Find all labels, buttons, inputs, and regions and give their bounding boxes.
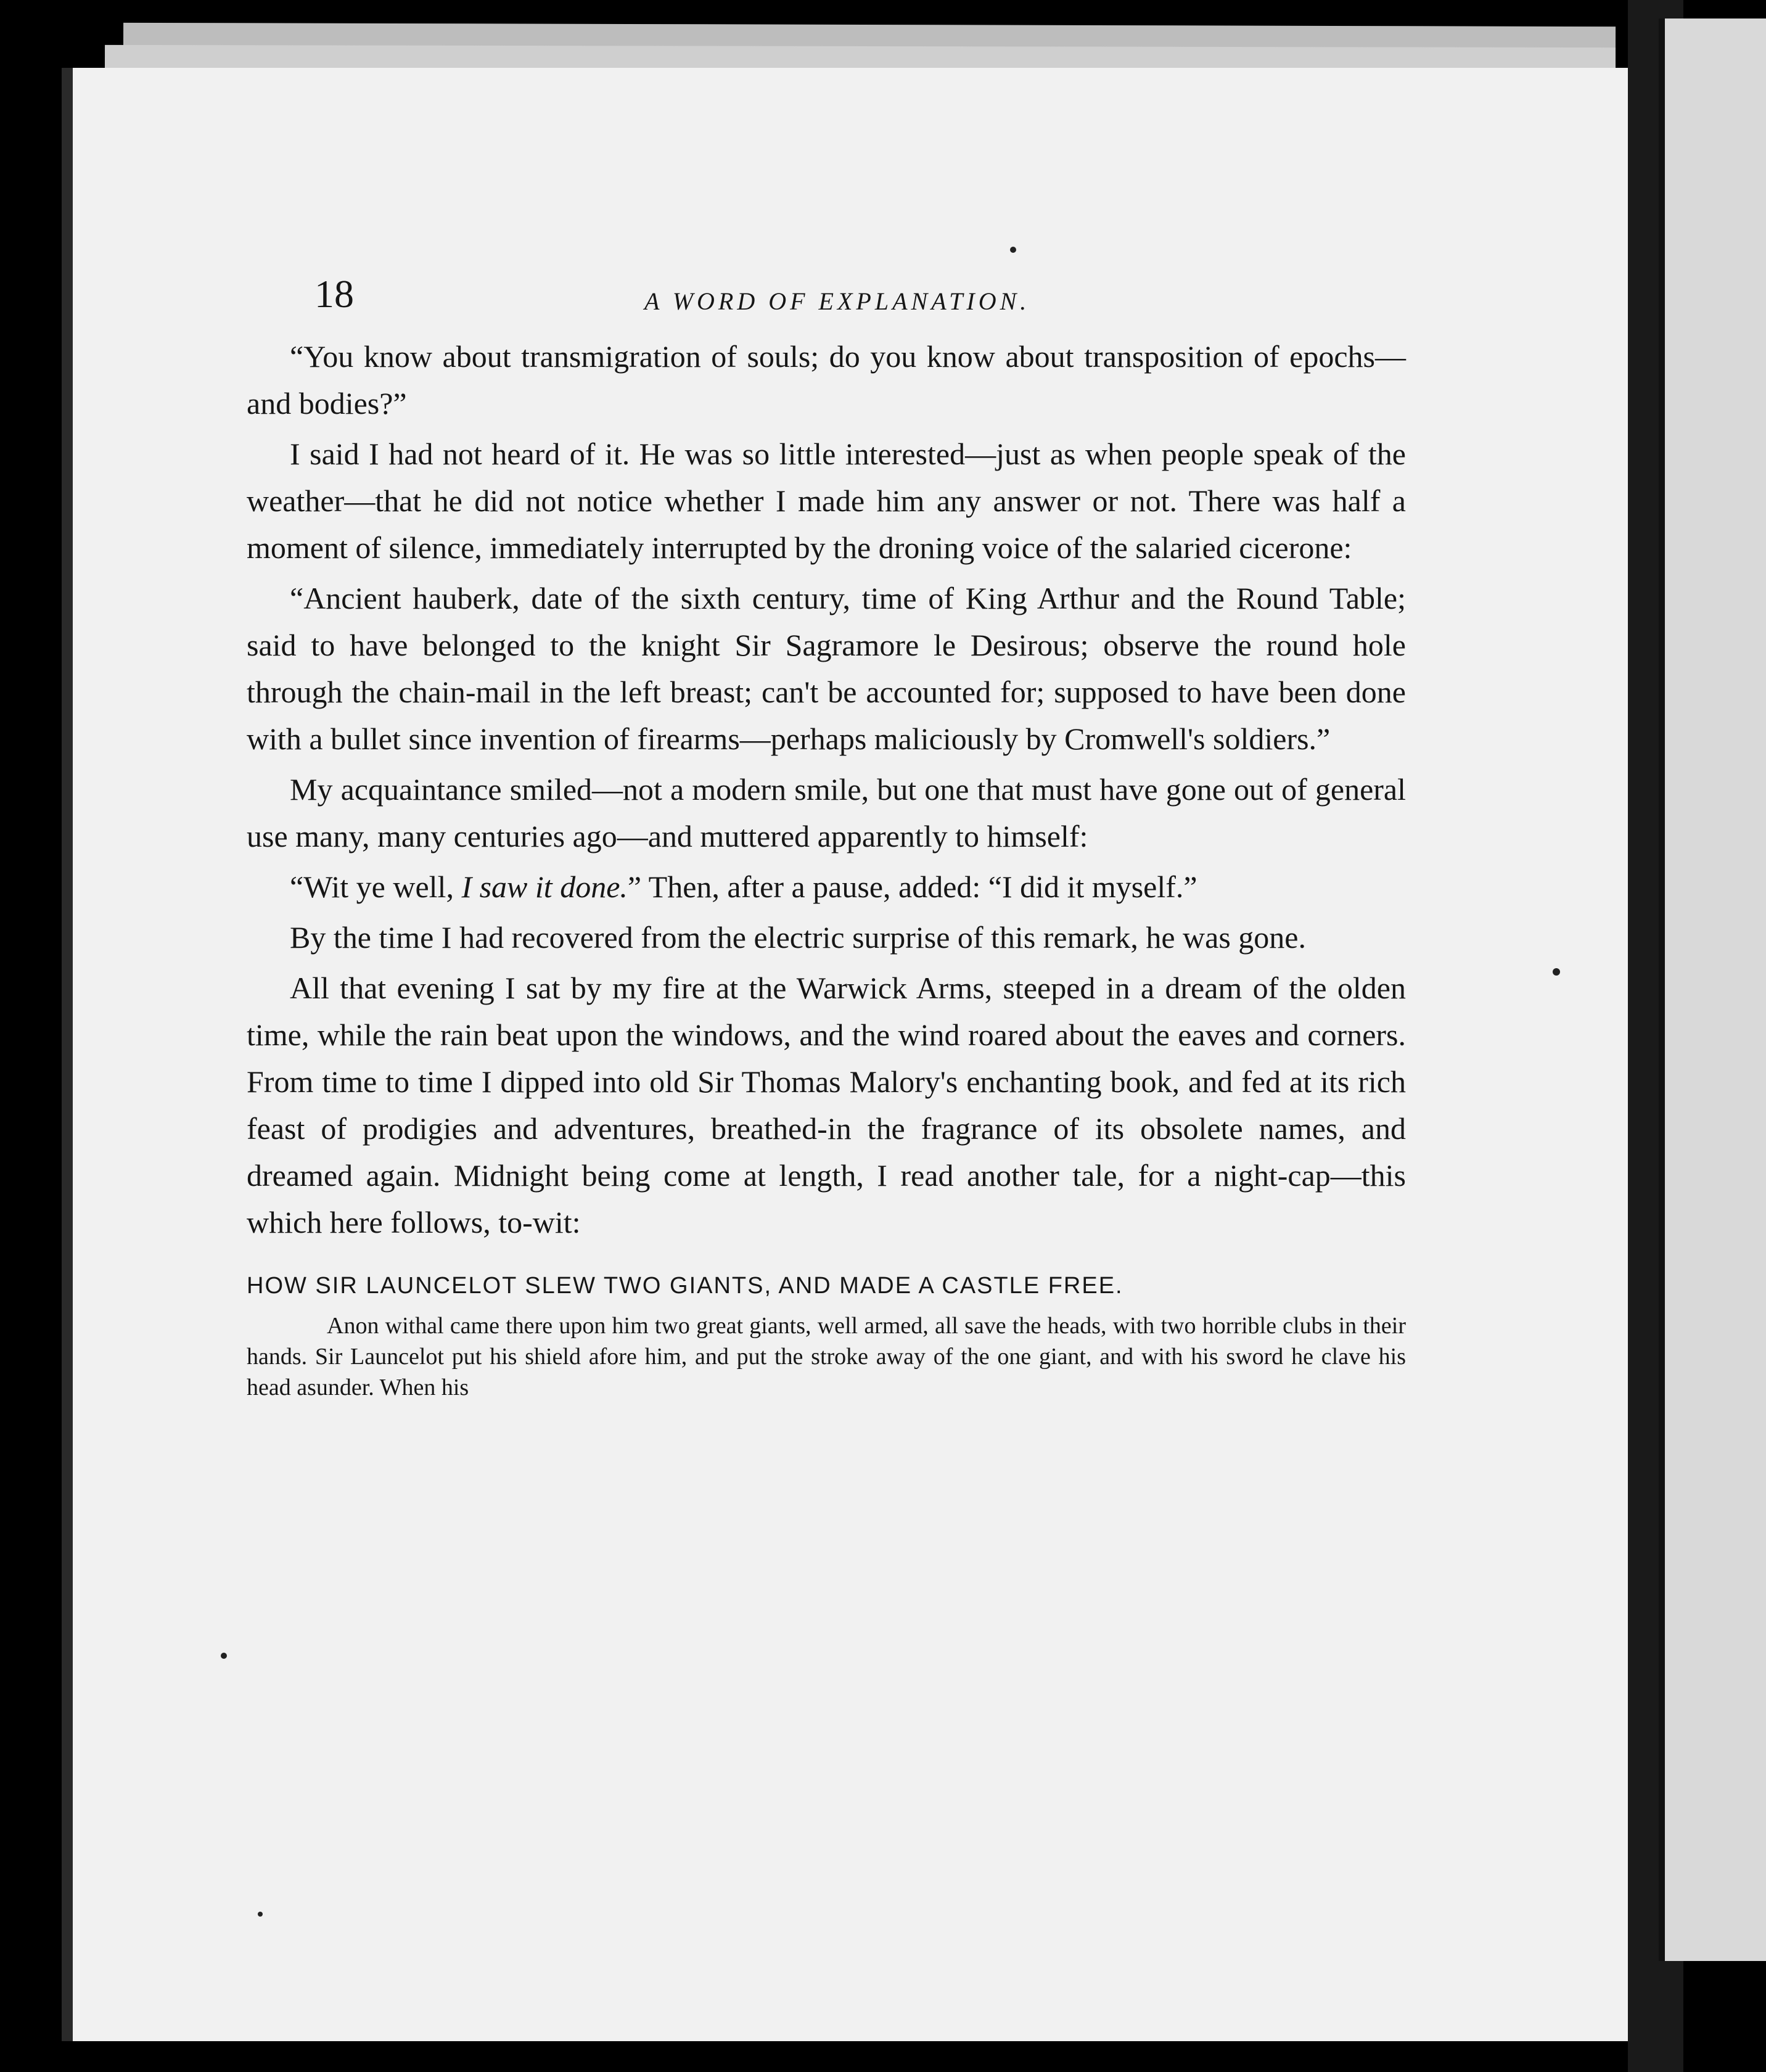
ink-speck <box>1010 247 1016 253</box>
running-title: A WORD OF EXPLANATION. <box>644 287 1030 315</box>
ink-speck <box>1553 968 1560 976</box>
paragraph: All that evening I sat by my fire at the Warwick Arms, steeped in a dream of the olden time, while the rain beat upon the windows, and the wind roared about the eaves and corners. From time to time I dipped into old Sir Thomas Malory's enchanting book, and fed at its rich feast of prodigies and adventures, breathed-in the fragrance of its obsolete names, and dreamed again. Midnight being come at length, I read another tale, for a night-cap—this which here follows, to-wit: <box>247 971 1406 1240</box>
running-header <box>247 253 1406 333</box>
section-heading: HOW SIR LAUNCELOT SLEW TWO GIANTS, AND MADE A CASTLE FREE. <box>247 1273 1123 1299</box>
quoted-paragraph <box>247 863 1406 910</box>
page-number: 18 <box>314 272 354 316</box>
paragraph: “You know about transmigration of souls; do you know about transposition of epochs—and bodies?” <box>247 339 1406 421</box>
paragraph: My acquaintance smiled—not a modern smile, but one that must have gone out of general use many, many centuries ago—and muttered apparently to himself: <box>247 772 1406 853</box>
paragraph: “Ancient hauberk, date of the sixth century, time of King Arthur and the Round Table; said to have belonged to the knight Sir Sagramore le Desirous; observe the round hole through the chain-mail in the left breast; can't be accounted for; supposed to have been done with a bullet since invention of firearms—perhaps maliciously by Cromwell's soldiers.” <box>247 581 1406 756</box>
ink-speck <box>258 1912 263 1917</box>
paragraph: By the time I had recovered from the electric surprise of this remark, he was gone. <box>290 920 1306 955</box>
section-text: Anon withal came there upon him two great giants, well armed, all save the heads, with two horrible clubs in their hands. Sir Launcelot put his shield afore him, and put the stroke away of the one giant, and with his sword he clave his head asunder. When his <box>247 1313 1406 1400</box>
quote-italic-text: I saw it done. <box>461 870 628 904</box>
page-text <box>247 253 1406 1403</box>
quote-text: ” Then, after a pause, added: “I did it myself.” <box>627 870 1197 904</box>
ink-speck <box>221 1653 227 1659</box>
quote-text: “Wit ye well, <box>290 870 462 904</box>
paragraph: I said I had not heard of it. He was so little interested—just as when people speak of the weather—that he did not notice whether I made him any answer or not. There was half a moment of silence, immediately interrupted by the droning voice of the salaried cicerone: <box>247 437 1406 565</box>
adjacent-page-edge <box>1659 18 1766 1961</box>
